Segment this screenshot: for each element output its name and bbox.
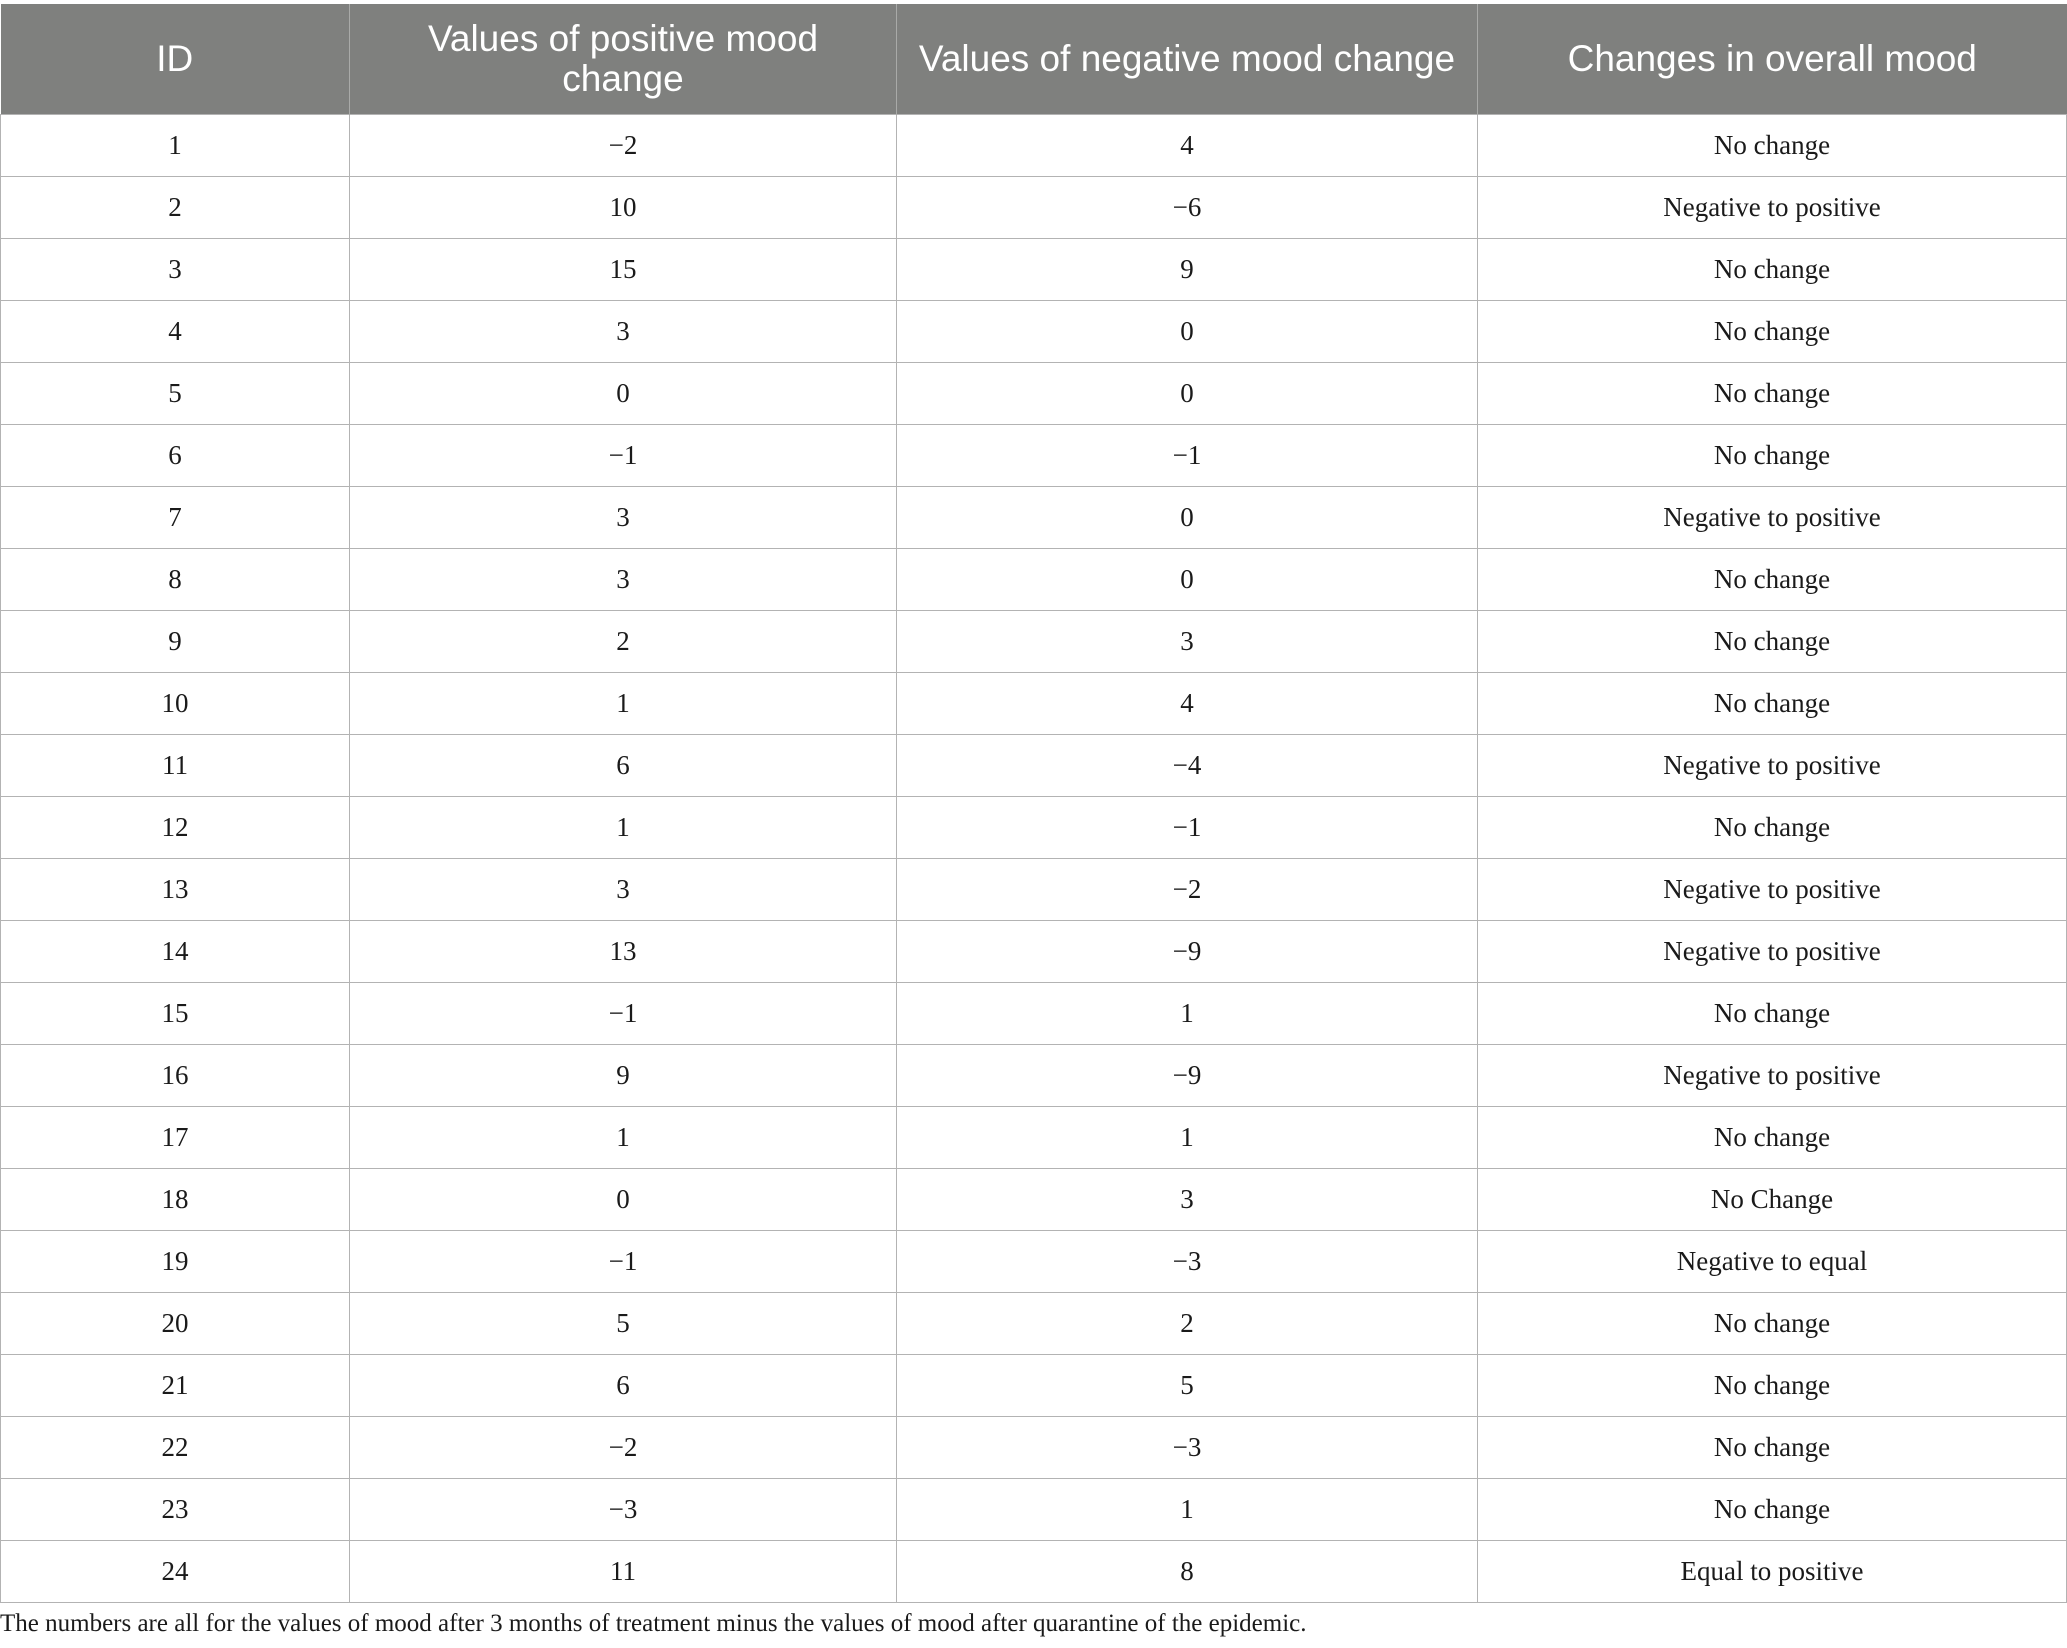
cell-negative-mood-change: −1 [897,424,1478,486]
table-row [1,300,2067,362]
table-row [1,548,2067,610]
cell-id: 23 [1,1478,350,1540]
cell-positive-mood-change: 15 [350,238,897,300]
cell-negative-mood-change: 1 [897,1478,1478,1540]
cell-positive-mood-change: 1 [350,672,897,734]
cell-id: 14 [1,920,350,982]
table-row [1,672,2067,734]
cell-overall-mood-change: No change [1478,1478,2067,1540]
cell-negative-mood-change: −1 [897,796,1478,858]
cell-positive-mood-change: 5 [350,1292,897,1354]
table-row [1,982,2067,1044]
cell-id: 3 [1,238,350,300]
cell-id: 16 [1,1044,350,1106]
cell-overall-mood-change: No change [1478,114,2067,176]
cell-id: 5 [1,362,350,424]
table-row [1,362,2067,424]
table-row [1,734,2067,796]
cell-id: 13 [1,858,350,920]
cell-id: 20 [1,1292,350,1354]
cell-negative-mood-change: 0 [897,300,1478,362]
cell-positive-mood-change: −1 [350,1230,897,1292]
cell-overall-mood-change: No change [1478,672,2067,734]
cell-overall-mood-change: Negative to positive [1478,486,2067,548]
cell-overall-mood-change: No change [1478,1416,2067,1478]
cell-negative-mood-change: 4 [897,114,1478,176]
cell-positive-mood-change: −1 [350,982,897,1044]
cell-overall-mood-change: Negative to positive [1478,1044,2067,1106]
mood-change-table [0,4,2067,1603]
cell-negative-mood-change: 9 [897,238,1478,300]
cell-negative-mood-change: −4 [897,734,1478,796]
cell-positive-mood-change: −3 [350,1478,897,1540]
table-row [1,238,2067,300]
cell-overall-mood-change: No change [1478,796,2067,858]
cell-id: 8 [1,548,350,610]
cell-id: 2 [1,176,350,238]
cell-positive-mood-change: 3 [350,486,897,548]
cell-id: 4 [1,300,350,362]
cell-positive-mood-change: 3 [350,548,897,610]
cell-positive-mood-change: 6 [350,1354,897,1416]
cell-negative-mood-change: 0 [897,362,1478,424]
cell-id: 9 [1,610,350,672]
cell-id: 22 [1,1416,350,1478]
cell-overall-mood-change: Negative to positive [1478,734,2067,796]
cell-positive-mood-change: 2 [350,610,897,672]
cell-negative-mood-change: 3 [897,1168,1478,1230]
cell-negative-mood-change: −9 [897,920,1478,982]
header-negative-mood-change: Values of negative mood change [897,4,1478,114]
cell-id: 6 [1,424,350,486]
table-row [1,114,2067,176]
cell-id: 24 [1,1540,350,1602]
cell-positive-mood-change: 0 [350,1168,897,1230]
header-id: ID [1,4,350,114]
cell-overall-mood-change: Equal to positive [1478,1540,2067,1602]
cell-negative-mood-change: −3 [897,1416,1478,1478]
cell-overall-mood-change: No change [1478,1106,2067,1168]
header-overall-mood-change: Changes in overall mood [1478,4,2067,114]
cell-overall-mood-change: No change [1478,362,2067,424]
table-row [1,1230,2067,1292]
mood-change-table-container [0,4,2067,1603]
cell-id: 10 [1,672,350,734]
cell-id: 19 [1,1230,350,1292]
cell-overall-mood-change: No change [1478,610,2067,672]
cell-positive-mood-change: −2 [350,114,897,176]
cell-positive-mood-change: 3 [350,300,897,362]
table-row [1,796,2067,858]
cell-overall-mood-change: No change [1478,238,2067,300]
cell-positive-mood-change: 0 [350,362,897,424]
table-row [1,920,2067,982]
cell-overall-mood-change: Negative to positive [1478,920,2067,982]
table-row [1,1354,2067,1416]
cell-overall-mood-change: No change [1478,424,2067,486]
cell-positive-mood-change: 13 [350,920,897,982]
cell-id: 12 [1,796,350,858]
cell-positive-mood-change: 3 [350,858,897,920]
header-positive-mood-change: Values of positive mood change [350,4,897,114]
cell-positive-mood-change: −2 [350,1416,897,1478]
table-row [1,1292,2067,1354]
cell-overall-mood-change: No change [1478,548,2067,610]
cell-overall-mood-change: No change [1478,982,2067,1044]
cell-overall-mood-change: Negative to positive [1478,858,2067,920]
table-row [1,1044,2067,1106]
table-row [1,1168,2067,1230]
cell-overall-mood-change: No change [1478,1292,2067,1354]
table-row [1,176,2067,238]
cell-negative-mood-change: 0 [897,486,1478,548]
cell-positive-mood-change: 10 [350,176,897,238]
cell-negative-mood-change: 1 [897,982,1478,1044]
table-row [1,1478,2067,1540]
cell-id: 11 [1,734,350,796]
cell-negative-mood-change: 0 [897,548,1478,610]
table-row [1,858,2067,920]
cell-id: 7 [1,486,350,548]
cell-positive-mood-change: 1 [350,796,897,858]
cell-positive-mood-change: 11 [350,1540,897,1602]
cell-positive-mood-change: 6 [350,734,897,796]
header-row [1,4,2067,114]
cell-positive-mood-change: −1 [350,424,897,486]
cell-negative-mood-change: −2 [897,858,1478,920]
cell-id: 1 [1,114,350,176]
cell-overall-mood-change: No Change [1478,1168,2067,1230]
cell-overall-mood-change: No change [1478,300,2067,362]
cell-id: 15 [1,982,350,1044]
table-row [1,1540,2067,1602]
cell-negative-mood-change: 3 [897,610,1478,672]
cell-positive-mood-change: 9 [350,1044,897,1106]
cell-negative-mood-change: 5 [897,1354,1478,1416]
cell-negative-mood-change: −9 [897,1044,1478,1106]
cell-negative-mood-change: 8 [897,1540,1478,1602]
cell-id: 21 [1,1354,350,1416]
table-row [1,1106,2067,1168]
table-row [1,424,2067,486]
table-header [1,4,2067,114]
cell-negative-mood-change: 2 [897,1292,1478,1354]
cell-negative-mood-change: −6 [897,176,1478,238]
table-row [1,1416,2067,1478]
table-row [1,610,2067,672]
cell-overall-mood-change: Negative to equal [1478,1230,2067,1292]
cell-id: 18 [1,1168,350,1230]
table-row [1,486,2067,548]
cell-negative-mood-change: 4 [897,672,1478,734]
table-body [1,114,2067,1602]
cell-positive-mood-change: 1 [350,1106,897,1168]
cell-id: 17 [1,1106,350,1168]
cell-overall-mood-change: Negative to positive [1478,176,2067,238]
cell-negative-mood-change: −3 [897,1230,1478,1292]
table-footnote: The numbers are all for the values of mood after 3 months of treatment minus the values of mood after quarantine of the epidemic. [0,1610,1307,1637]
cell-overall-mood-change: No change [1478,1354,2067,1416]
cell-negative-mood-change: 1 [897,1106,1478,1168]
